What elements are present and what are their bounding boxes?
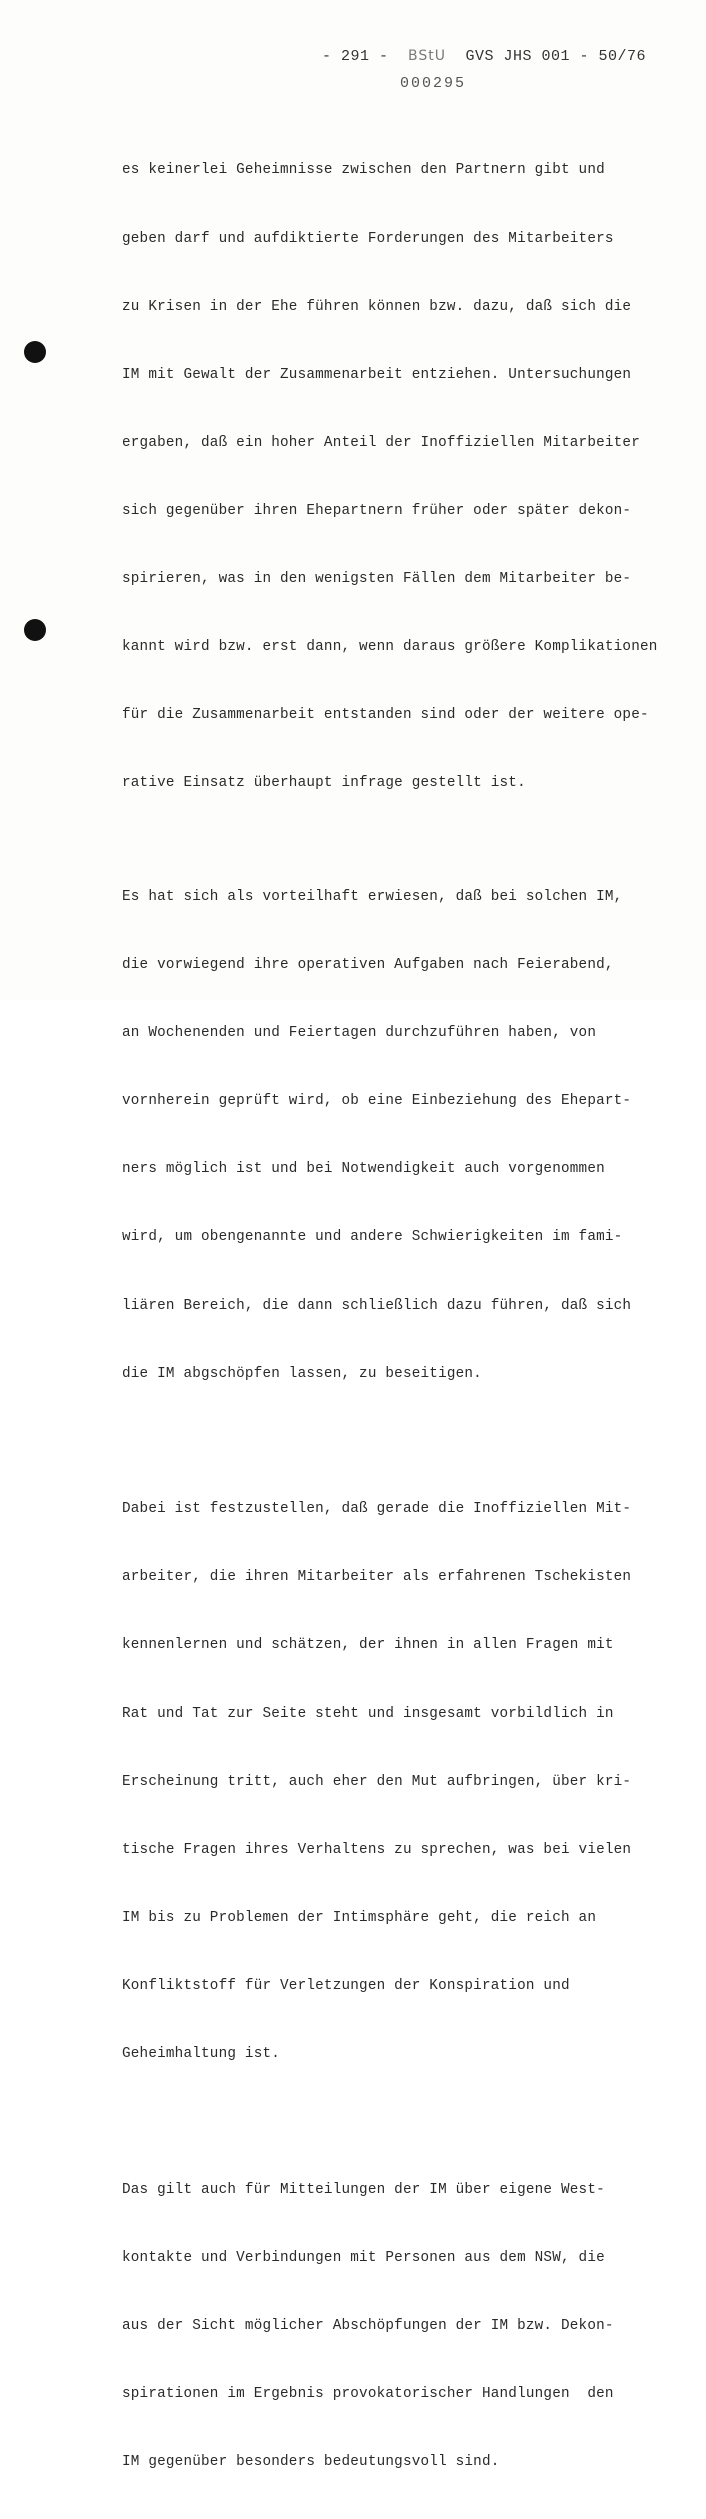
paragraph-1 [122,114,682,841]
text-line: ergaben, daß ein hoher Anteil der Inoffiziellen Mitarbeiter [122,434,640,451]
classification-number: GVS JHS 001 - 50/76 [465,48,647,65]
document-body [122,114,682,2519]
archive-stamp: BStU [408,48,447,64]
text-line: für die Zusammenarbeit entstanden sind oder der weitere ope- [122,707,649,724]
text-line: an Wochenenden und Feiertagen durchzuführen haben, von [122,1025,597,1042]
text-line: IM bis zu Problemen der Intimsphäre geht, die reich an [122,1909,597,1926]
punch-hole-bottom [24,619,46,641]
text-line: spirationen im Ergebnis provokatorischer Handlungen den [122,2385,614,2402]
paragraph-4 [122,2133,682,2519]
paragraph-2 [122,841,682,1431]
text-line: es keinerlei Geheimnisse zwischen den Partnern gibt und [122,162,605,179]
text-line: IM mit Gewalt der Zusammenarbeit entziehen. Untersuchungen [122,366,632,383]
punch-hole-top [24,341,46,363]
text-line: kannt wird bzw. erst dann, wenn daraus größere Komplikationen [122,639,658,656]
text-line: geben darf und aufdiktierte Forderungen des Mitarbeiters [122,230,614,247]
text-line: vornherein geprüft wird, ob eine Einbeziehung des Ehepart- [122,1093,632,1110]
text-line: Erscheinung tritt, auch eher den Mut aufbringen, über kri- [122,1773,632,1790]
text-line: zu Krisen in der Ehe führen können bzw. dazu, daß sich die [122,298,632,315]
text-line: Dabei ist festzustellen, daß gerade die Inoffiziellen Mit- [122,1501,632,1518]
text-line: liären Bereich, die dann schließlich dazu führen, daß sich [122,1297,632,1314]
text-line: wird, um obengenannte und andere Schwierigkeiten im fami- [122,1229,623,1246]
text-line: ners möglich ist und bei Notwendigkeit auch vorgenommen [122,1161,605,1178]
text-line: Rat und Tat zur Seite steht und insgesamt vorbildlich in [122,1705,614,1722]
text-line: Es hat sich als vorteilhaft erwiesen, daß bei solchen IM, [122,888,623,905]
text-line: die IM abgschöpfen lassen, zu beseitigen. [122,1365,482,1382]
text-line: Geheimhaltung ist. [122,2046,281,2063]
text-line: kontakte und Verbindungen mit Personen aus dem NSW, die [122,2249,605,2266]
text-line: aus der Sicht möglicher Abschöpfungen der IM bzw. Dekon- [122,2317,614,2334]
sheet-number-stamp: 000295 [400,75,467,92]
page-number: - 291 - [322,48,389,65]
text-line: Das gilt auch für Mitteilungen der IM über eigene West- [122,2181,605,2198]
text-line: IM gegenüber besonders bedeutungsvoll sind. [122,2454,500,2471]
paragraph-3 [122,1453,682,2111]
text-line: rative Einsatz überhaupt infrage gestellt ist. [122,775,526,792]
text-line: die vorwiegend ihre operativen Aufgaben nach Feierabend, [122,957,614,974]
text-line: spirieren, was in den wenigsten Fällen dem Mitarbeiter be- [122,571,632,588]
text-line: tische Fragen ihres Verhaltens zu sprechen, was bei vielen [122,1841,632,1858]
text-line: arbeiter, die ihren Mitarbeiter als erfahrenen Tschekisten [122,1569,632,1586]
page-header [322,48,656,65]
text-line: Konfliktstoff für Verletzungen der Konspiration und [122,1977,570,1994]
text-line: sich gegenüber ihren Ehepartnern früher oder später dekon- [122,502,632,519]
text-line: kennenlernen und schätzen, der ihnen in allen Fragen mit [122,1637,614,1654]
